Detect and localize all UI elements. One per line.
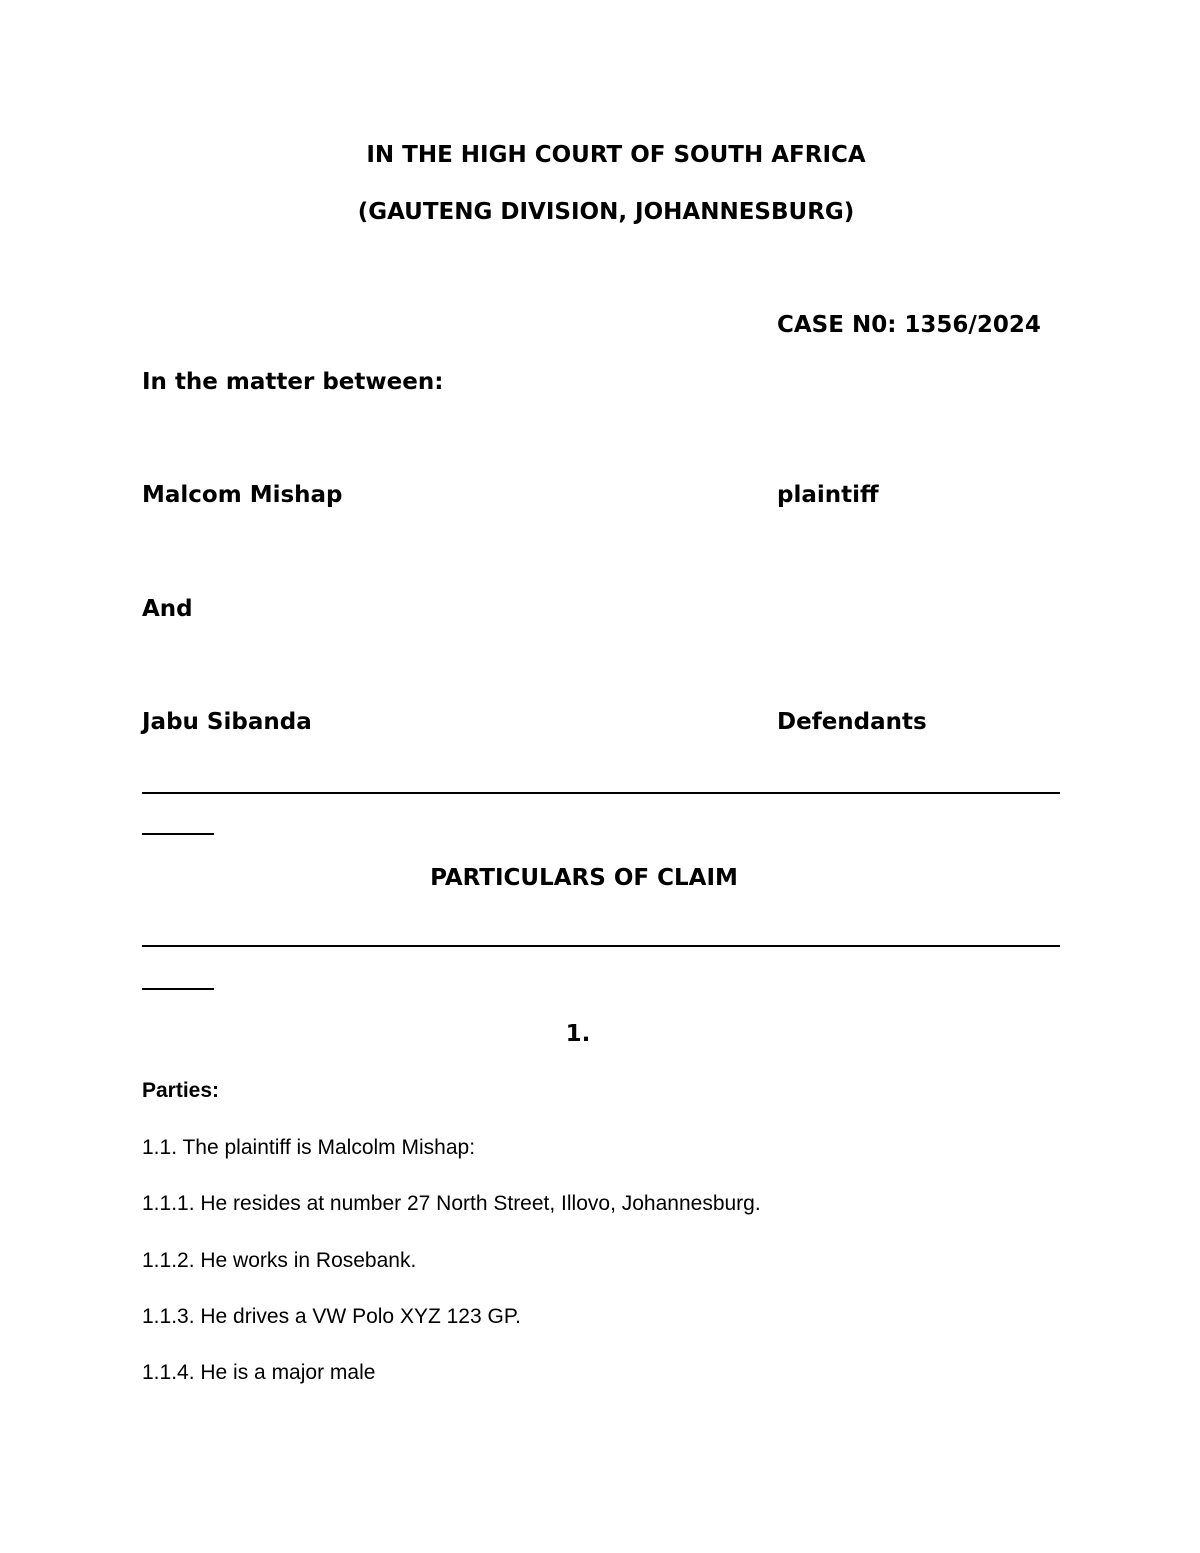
plaintiff-role: plaintiff [777, 482, 879, 508]
document-heading: PARTICULARS OF CLAIM [430, 865, 738, 891]
divider-line-tail [142, 988, 214, 990]
divider-line-tail [142, 833, 214, 835]
court-title-line-2: (GAUTENG DIVISION, JOHANNESBURG) [357, 199, 855, 225]
plaintiff-name: Malcom Mishap [142, 482, 343, 508]
list-item: 1.1. The plaintiff is Malcolm Mishap: [142, 1136, 476, 1159]
divider-line [142, 792, 1060, 794]
list-item: 1.1.4. He is a major male [142, 1361, 376, 1384]
court-title-line-1: IN THE HIGH COURT OF SOUTH AFRICA [366, 142, 866, 168]
conjunction: And [142, 596, 193, 622]
case-number: CASE N0: 1356/2024 [777, 312, 1041, 338]
divider-line [142, 945, 1060, 947]
section-title: Parties: [142, 1079, 220, 1102]
list-item: 1.1.1. He resides at number 27 North Street, Illovo, Johannesburg. [142, 1192, 761, 1215]
list-item: 1.1.2. He works in Rosebank. [142, 1249, 417, 1272]
list-item: 1.1.3. He drives a VW Polo XYZ 123 GP. [142, 1305, 521, 1328]
defendant-role: Defendants [777, 709, 927, 735]
matter-intro: In the matter between: [142, 369, 444, 395]
defendant-name: Jabu Sibanda [142, 709, 312, 735]
section-number: 1. [565, 1021, 591, 1047]
